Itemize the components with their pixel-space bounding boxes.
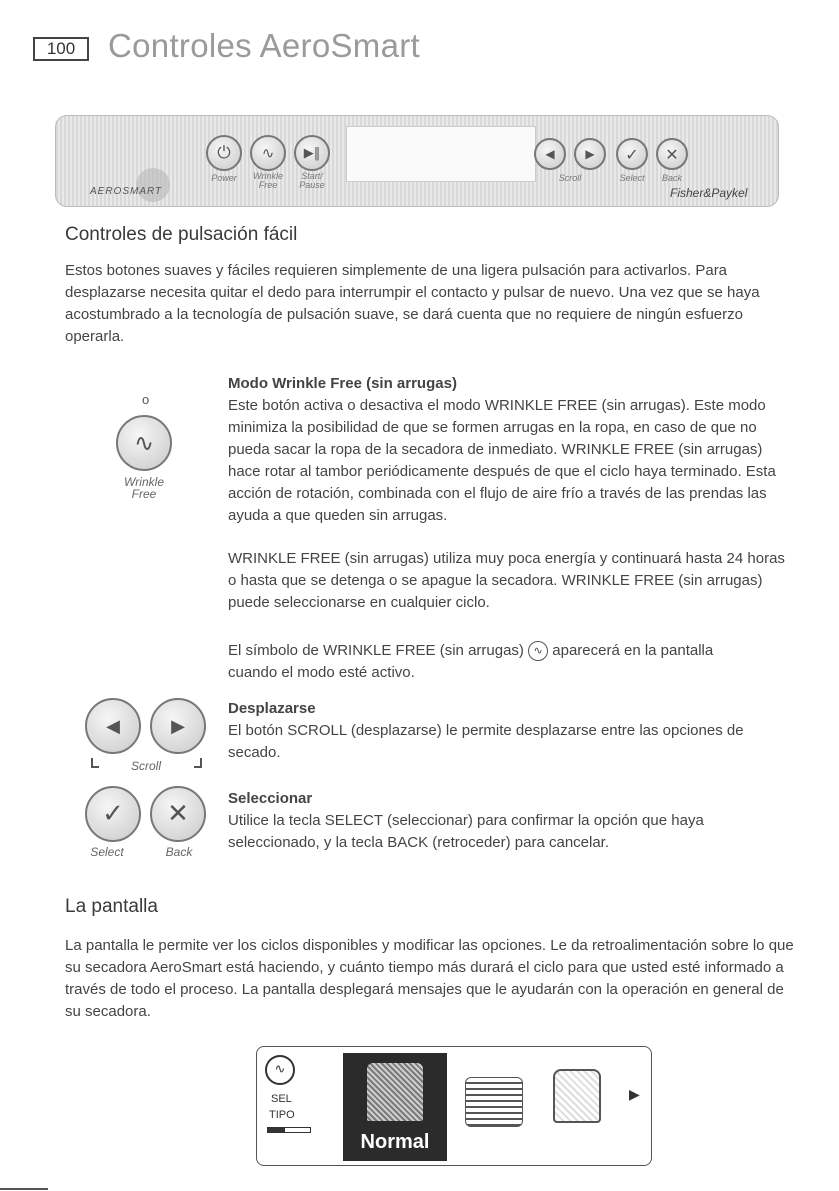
- scroll-title: Desplazarse: [228, 700, 316, 717]
- display-progress-bar: [267, 1127, 311, 1133]
- display-illustration: [256, 1046, 652, 1166]
- wrinkle-free-icon: ∿: [116, 415, 172, 471]
- scroll-label: Scroll: [558, 173, 582, 183]
- select-button: ✓: [616, 138, 648, 170]
- display-tipo: TIPO: [269, 1109, 295, 1121]
- scroll-paragraph: El botón SCROLL (desplazarse) le permite desplazarse entre las opciones de secado.: [228, 722, 744, 761]
- select-icon-label: Select: [90, 845, 124, 859]
- section-heading-display: La pantalla: [65, 896, 158, 917]
- wrinkle-free-paragraph-1: Este botón activa o desactiva el modo WRINKLE FREE (sin arrugas). Este modo minimiza la posibilidad de que se formen arrugas en la ropa, en caso de que no pueda sacar la ropa de la secadora de inmediato. WRINKLE FREE (sin arrugas) hace rotar al tambor periódicamente después de que el ciclo haya terminado. Esta acción de rotación, combinada con el flujo de aire frío a través de las prendas las ayuda a que queden sin arrugas.: [228, 397, 776, 524]
- wrinkle-free-button: ∿: [250, 135, 286, 171]
- shirt-icon: [367, 1063, 423, 1121]
- wrinkle-symbol-text-b: aparecerá en la pantalla: [552, 642, 714, 659]
- display-progress-fill: [268, 1128, 285, 1132]
- select-title: Seleccionar: [228, 790, 313, 807]
- scroll-right-button: ▶: [574, 138, 606, 170]
- wrinkle-icon-label: Wrinkle: [123, 475, 164, 489]
- wrinkle-symbol-text-a: El símbolo de WRINKLE FREE (sin arrugas): [228, 642, 524, 659]
- free-icon-label: Free: [131, 487, 157, 501]
- back-icon-label: Back: [165, 845, 193, 859]
- display-sel: SEL: [271, 1093, 292, 1105]
- select-icon: ✓: [85, 786, 141, 842]
- wrinkle-free-paragraph-3: [228, 640, 788, 684]
- page-title: Controles AeroSmart: [108, 27, 420, 64]
- back-label: Back: [661, 173, 682, 183]
- section-heading-easy-touch: Controles de pulsación fácil: [65, 224, 298, 245]
- select-label: Select: [619, 173, 645, 183]
- select-paragraph: Utilice la tecla SELECT (seleccionar) para confirmar la opción que haya seleccionado, y la tecla BACK (retroceder) para cancelar.: [228, 812, 704, 851]
- footer-line: [0, 1188, 48, 1190]
- free-label: Free: [258, 180, 278, 190]
- fisher-paykel-brand: Fisher&Paykel: [670, 186, 748, 200]
- page-number: 100: [33, 37, 89, 61]
- scroll-left-icon: ◀: [85, 698, 141, 754]
- back-button: ✕: [656, 138, 688, 170]
- scroll-bracket-left: [91, 758, 99, 768]
- start-pause-button: ▶‖: [294, 135, 330, 171]
- towels-icon: [465, 1077, 523, 1127]
- pause-label: Pause: [299, 180, 325, 190]
- selected-cycle-tile: [343, 1053, 447, 1161]
- scroll-right-arrow-icon: ▶: [629, 1087, 640, 1103]
- wrinkle-symbol-icon: ∿: [528, 641, 548, 661]
- display-wrinkle-icon: ∿: [265, 1055, 295, 1085]
- aerosmart-brand: AEROSMART: [90, 186, 163, 197]
- cycle-name: Normal: [360, 1131, 430, 1153]
- scroll-right-icon: ▶: [150, 698, 206, 754]
- wrinkle-symbol-text-c: cuando el modo esté activo.: [228, 664, 415, 681]
- wrinkle-free-paragraph-2: WRINKLE FREE (sin arrugas) utiliza muy poca energía y continuará hasta 24 horas o hasta que se detenga o se apague la secadora. WRINKLE FREE (sin arrugas) puede seleccionarse en cualquier ciclo.: [228, 550, 785, 611]
- power-button: ⏻: [206, 135, 242, 171]
- panel-display: [346, 126, 536, 182]
- wrinkle-free-title: Modo Wrinkle Free (sin arrugas): [228, 375, 457, 392]
- power-label: Power: [211, 173, 237, 183]
- wrinkle-dot: o: [142, 392, 150, 407]
- easy-touch-paragraph: Estos botones suaves y fáciles requieren simplemente de una ligera pulsación para activarlos. Para desplazarse necesita quitar el dedo para interrumpir el contacto y pulsar de nuevo. Una vez que se haya acostumbrado a la tecnología de pulsación suave, se dará cuenta que no requiere de ningún esfuerzo operarla.: [65, 262, 760, 345]
- back-icon: ✕: [150, 786, 206, 842]
- scroll-left-button: ◀: [534, 138, 566, 170]
- control-panel-illustration: [55, 115, 779, 207]
- start-label: Start/: [301, 171, 323, 181]
- display-paragraph: La pantalla le permite ver los ciclos disponibles y modificar las opciones. Le da retroalimentación sobre lo que su secadora AeroSmart está haciendo, y cuánto tiempo más durará el ciclo para que usted esté informado a través de todo el proceso. La pantalla desplegará mensajes que le ayudarán con la operación en general de su secadora.: [65, 937, 794, 1020]
- delicates-icon: [553, 1069, 601, 1123]
- scroll-icon-label: Scroll: [130, 759, 161, 773]
- scroll-bracket-right: [194, 758, 202, 768]
- wrinkle-label: Wrinkle: [252, 171, 283, 181]
